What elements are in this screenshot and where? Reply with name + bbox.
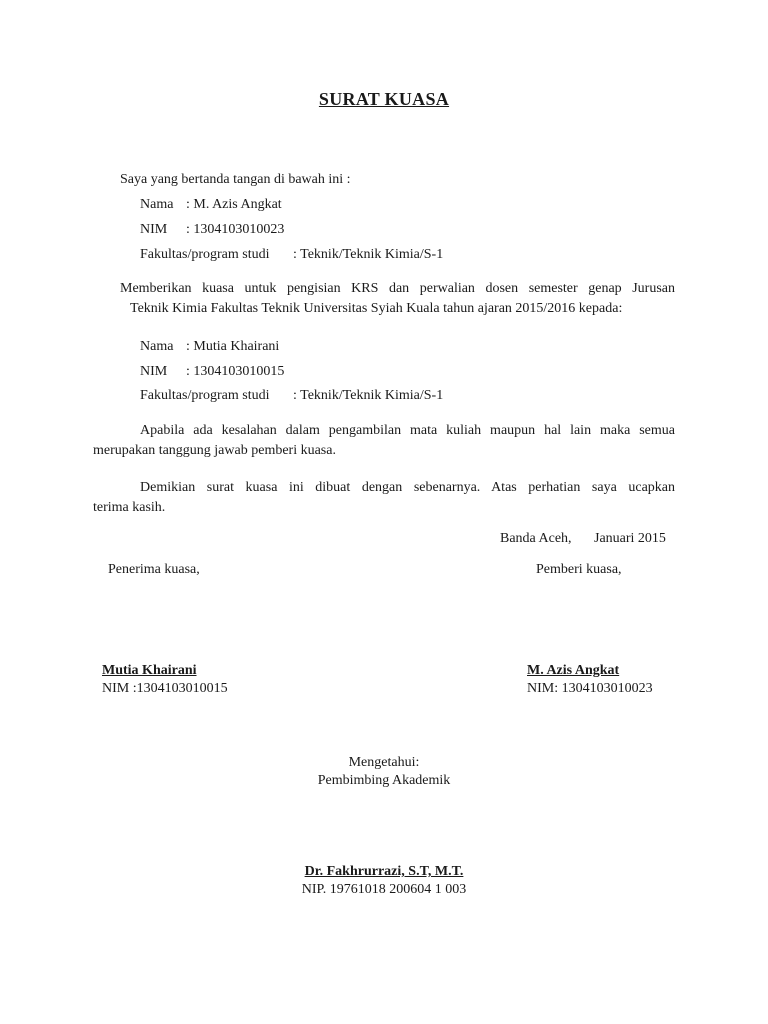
paragraph-closing-line-1: Demikian surat kuasa ini dibuat dengan sebenarnya. Atas perhatian saya ucapkan (140, 481, 675, 495)
receiver-nim-row (140, 365, 284, 379)
receiver-faculty-label: Fakultas/program studi (140, 388, 270, 403)
advisor-name: Dr. Fakhrurrazi, S.T, M.T. (304, 864, 464, 879)
receiver-name-label: Nama (140, 339, 174, 354)
paragraph-authorization-line-1: Memberikan kuasa untuk pengisian KRS dan perwalian dosen semester genap Jurusan (120, 282, 675, 296)
receiver-nim-value: : 1304103010015 (186, 364, 285, 379)
giver-name-label: Nama (140, 197, 174, 212)
place-text: Banda Aceh, (500, 531, 572, 546)
document-title: SURAT KUASA (318, 89, 450, 109)
receiver-caption: Penerima kuasa, (108, 562, 200, 577)
giver-nim-value: : 1304103010023 (186, 222, 285, 237)
approval-role: Pembimbing Akademik (317, 773, 451, 788)
giver-faculty-value: : Teknik/Teknik Kimia/S-1 (293, 247, 444, 262)
giver-name-row (140, 198, 282, 212)
receiver-name-row (140, 340, 279, 354)
giver-caption: Pemberi kuasa, (536, 562, 622, 577)
receiver-faculty-value: : Teknik/Teknik Kimia/S-1 (293, 388, 444, 403)
receiver-signature-name: Mutia Khairani (102, 663, 197, 678)
date-text: Januari 2015 (594, 531, 666, 546)
paragraph-closing-line-2: terima kasih. (93, 500, 166, 515)
paragraph-authorization-line-2: Teknik Kimia Fakultas Teknik Universitas Syiah Kuala tahun ajaran 2015/2016 kepada: (130, 301, 623, 316)
giver-name-value: : M. Azis Angkat (186, 197, 282, 212)
paragraph-responsibility-line-1: Apabila ada kesalahan dalam pengambilan mata kuliah maupun hal lain maka semua (140, 424, 675, 438)
giver-nim-label: NIM (140, 222, 168, 237)
giver-nim-row (140, 223, 284, 237)
paragraph-responsibility-line-2: merupakan tanggung jawab pemberi kuasa. (93, 443, 336, 458)
receiver-nim-label: NIM (140, 364, 168, 379)
giver-signature-name: M. Azis Angkat (527, 663, 620, 678)
approval-heading: Mengetahui: (348, 755, 420, 770)
giver-signature-nim: NIM: 1304103010023 (527, 681, 653, 696)
giver-faculty-row (140, 248, 443, 262)
intro-text: Saya yang bertanda tangan di bawah ini : (120, 172, 351, 187)
giver-faculty-label: Fakultas/program studi (140, 247, 270, 262)
advisor-nip: NIP. 19761018 200604 1 003 (301, 882, 467, 897)
receiver-faculty-row (140, 389, 443, 403)
receiver-name-value: : Mutia Khairani (186, 339, 280, 354)
receiver-signature-nim: NIM :1304103010015 (102, 681, 228, 696)
